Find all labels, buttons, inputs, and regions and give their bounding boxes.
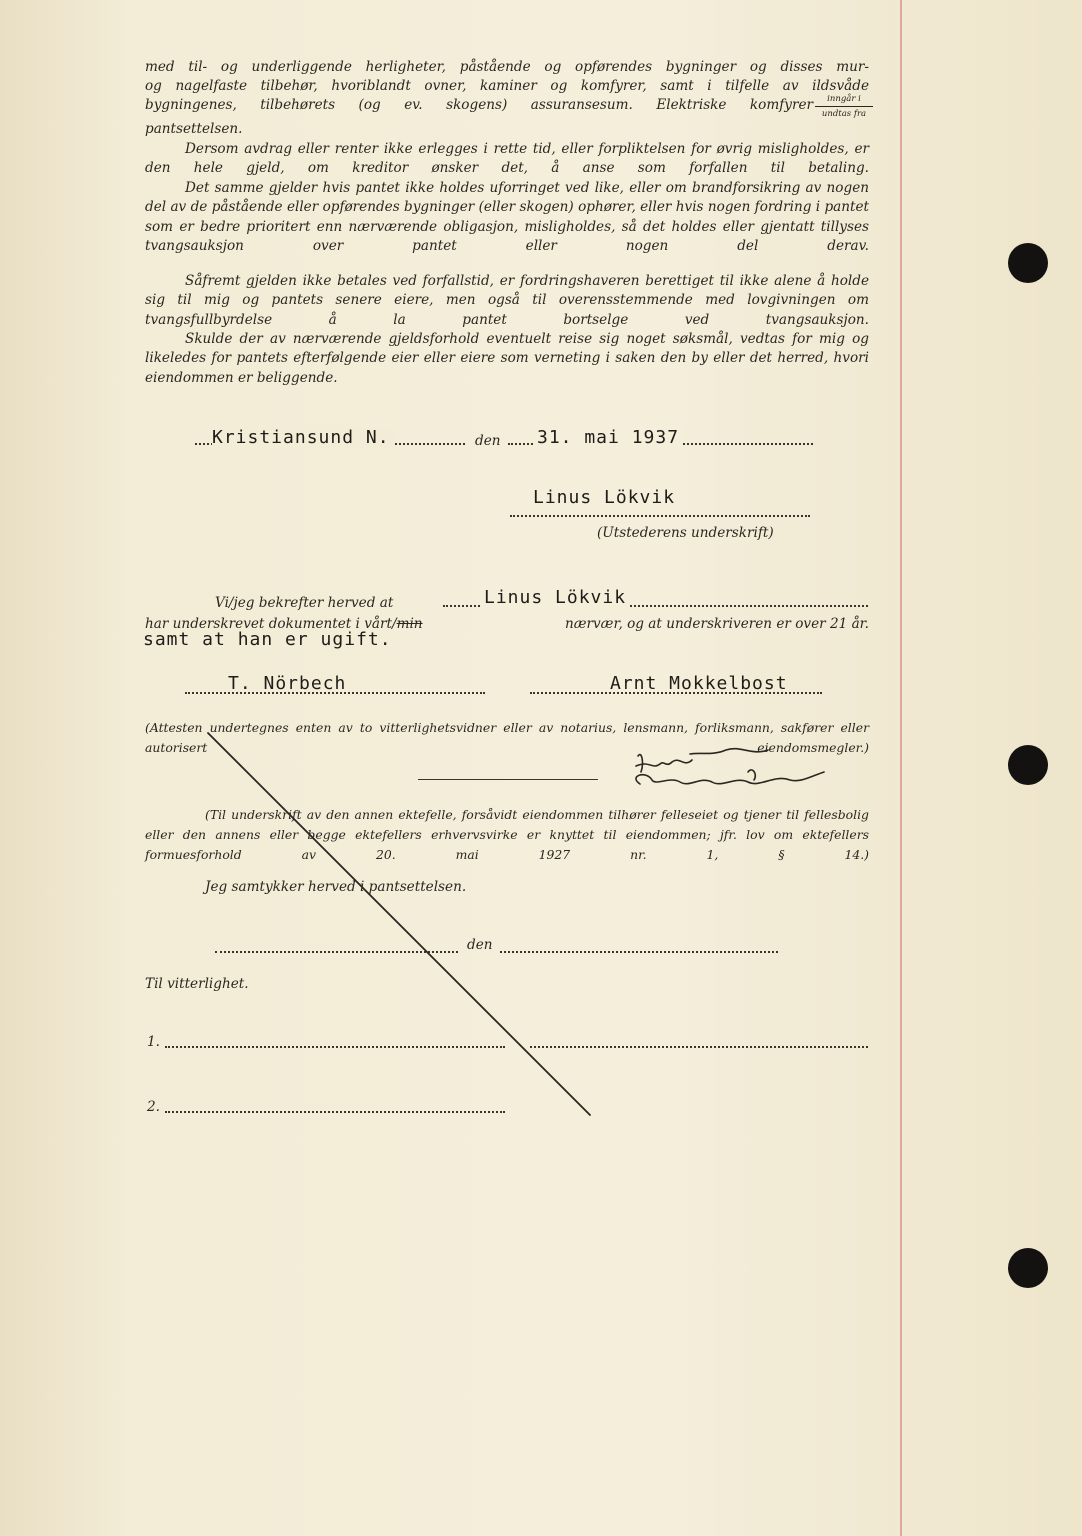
den-label: den xyxy=(475,433,501,449)
witness-2-name: Arnt Mokkelbost xyxy=(610,673,788,694)
paragraph-1-line-4: pantsettelsen. xyxy=(145,121,243,137)
paragraph-5: Skulde der av nærværende gjeldsforhold eventuelt reise sig noget søksmål, vedtas for mig og likeledes for pantets efterfølgende eier eller eiere som verneting i saken den by eller det herred, hvori eiendommen er beliggende. xyxy=(145,331,869,386)
paragraph-1-line-3: bygningenes, tilbehørets (og ev. skogens) assuransesum. Elektriske komfyrer xyxy=(145,97,813,113)
witness-1-name: T. Nörbech xyxy=(228,673,347,694)
paragraph-1-line-2: og nagelfaste tilbehør, hvoriblandt ovner, kaminer og komfyrer, samt i tilfelle av ildsvåde xyxy=(145,78,869,94)
paragraph-1-line-1: med til- og underliggende herligheter, påstående og opførendes bygninger og disses mur- xyxy=(145,59,869,75)
option-undtas: undtas fra xyxy=(821,109,867,119)
handwritten-signature xyxy=(636,749,824,784)
witness-line-1-label: 1. xyxy=(147,1034,160,1050)
attestation-note: (Attesten undertegnes enten av to vitterlighetsvidner eller av notarius, lensmann, forliksmann, sakfører eller autorisert eiendomsmegler.) xyxy=(145,720,869,755)
spouse-den-label: den xyxy=(467,937,493,953)
confirm-label: Vi/jeg bekrefter herved at xyxy=(215,595,394,611)
signing-date: 31. mai 1937 xyxy=(533,427,683,448)
consent-text: Jeg samtykker herved i pantsettelsen. xyxy=(205,879,467,895)
cancellation-stroke xyxy=(208,733,590,1115)
witness-line-2-label: 2. xyxy=(147,1099,160,1115)
issuer-caption: (Utstederens underskrift) xyxy=(597,525,774,541)
spouse-note: (Til underskrift av den annen ektefelle, forsåvidt eiendommen tilhører felleseiet og tjener til fellesbolig eller den annens eller begge ektefellers erhvervsvirke er knyttet til eiendommen; jfr. lov om ektefellers formuesforhold av 20. mai 1927 nr. 1, § 14.) xyxy=(145,807,869,862)
struck-word: min xyxy=(396,616,423,632)
paragraph-2: Dersom avdrag eller renter ikke erlegges i rette tid, eller forpliktelsen for øvrig misligholdes, er den hele gjeld, om kreditor ønsker det, å anse som forfallen til betaling. xyxy=(145,141,869,177)
typed-addition: samt at han er ugift. xyxy=(143,629,392,650)
confirmed-name: Linus Lökvik xyxy=(480,587,630,608)
paragraph-3: Det samme gjelder hvis pantet ikke holdes uforringet ved like, eller om brandforsikring av nogen del av de påstående eller opførendes bygninger (eller skogen) ophører, eller hvis nogen fordring i pantet som er bedre prioritert enn nærværende obligasjon, misligholdes, så det holdes eller gjentatt tillyses tvangsauksjon over pantet eller nogen del derav. xyxy=(145,180,869,255)
paragraph-4: Såfremt gjelden ikke betales ved forfallstid, er fordringshaveren berettiget til ikke alene å holde sig til mig og pantets senere eiere, men også til overensstemmende med lovgivningen om tvangsfullbyrdelse å la pantet bortselge ved tvangsauksjon. xyxy=(145,273,869,328)
line2-prefix: har underskrevet dokumentet i vårt/min xyxy=(145,616,423,632)
witness-heading: Til vitterlighet. xyxy=(145,976,249,992)
option-inngar: inngår i xyxy=(815,94,873,107)
issuer-name: Linus Lökvik xyxy=(533,487,676,508)
line2-suffix: nærvær, og at underskriveren er over 21 år. xyxy=(564,616,869,632)
signing-place: Kristiansund N. xyxy=(212,427,394,448)
